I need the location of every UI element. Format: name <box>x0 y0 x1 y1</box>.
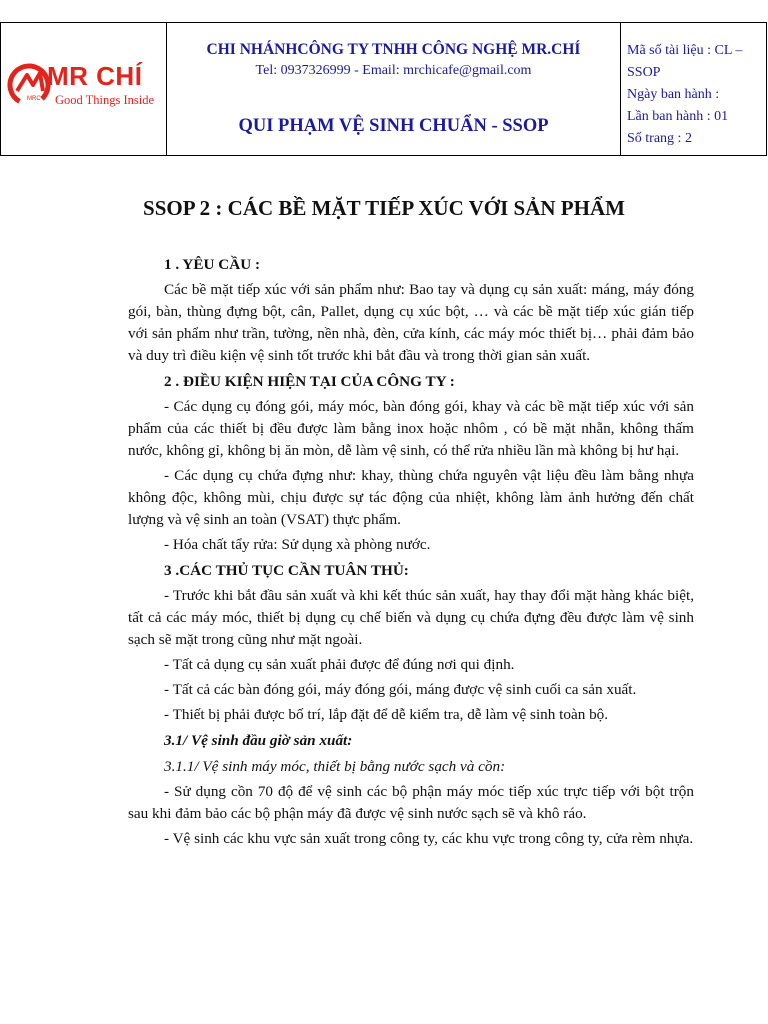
logo-cell <box>1 23 167 155</box>
section-3-item-3: - Tất cả các bàn đóng gói, máy đóng gói, máng được vệ sinh cuối ca sản xuất. <box>164 681 637 698</box>
document-type: QUI PHẠM VỆ SINH CHUẨN - SSOP <box>238 116 549 136</box>
section-3-item-2: - Tất cả dụng cụ sản xuất phải được để đúng nơi qui định. <box>164 656 515 673</box>
section-3-1-1-item-2: - Vệ sinh các khu vực sản xuất trong công ty, các khu vực trong công ty, cửa rèm nhựa. <box>164 830 694 847</box>
section-1-heading: 1 . YÊU CẦU : <box>164 256 261 273</box>
company-contact: Tel: 0937326999 - Email: mrchicafe@gmail.com <box>255 63 532 78</box>
document-header <box>0 22 767 156</box>
section-3-item-1: - Trước khi bắt đầu sản xuất và khi kết thúc sản xuất, hay thay đổi mặt hàng khác biệt, tất cả các máy móc, thiết bị dụng cụ chế biến và dụng cụ chứa đựng đều được làm vệ sinh sạch sẽ mặt trong cũng như mặt ngoài. <box>128 587 694 648</box>
section-3-item-4: - Thiết bị phải được bố trí, lắp đặt để dễ kiểm tra, dễ làm vệ sinh toàn bộ. <box>164 706 609 723</box>
meta-revision: Lần ban hành : 01 <box>627 109 729 124</box>
document-meta-cell <box>621 23 766 155</box>
section-3-heading: 3 .CÁC THỦ TỤC CẦN TUÂN THỦ: <box>164 562 409 579</box>
logo-brand: MR CHÍ <box>47 61 143 91</box>
section-1-paragraph: Các bề mặt tiếp xúc với sản phẩm như: Bao tay và dụng cụ sản xuất: máng, máy đóng gói, bàn, thùng đựng bột, cân, Pallet, dụng cụ xúc bột, … và các bề mặt tiếp xúc gián tiếp với sản phẩm như trần, tường, nền nhà, đèn, cửa kính, các máy móc thiết bị… phải đảm bảo và duy trì điều kiện vệ sinh tốt trước khi bắt đầu và trong thời gian sản xuất. <box>128 281 694 364</box>
company-logo <box>7 59 162 129</box>
section-2-heading: 2 . ĐIỀU KIỆN HIỆN TẠI CỦA CÔNG TY : <box>164 373 455 390</box>
meta-page-count: Số trang : 2 <box>627 131 692 146</box>
document-body <box>128 254 694 850</box>
section-3-1-heading: 3.1/ Vệ sinh đầu giờ sản xuất: <box>164 732 353 749</box>
document-title: SSOP 2 : CÁC BỀ MẶT TIẾP XÚC VỚI SẢN PHẨM <box>143 196 625 220</box>
logo-mark: MRC <box>27 96 41 102</box>
section-3-1-1-heading: 3.1.1/ Vệ sinh máy móc, thiết bị bằng nước sạch và cồn: <box>164 758 506 775</box>
meta-issue-date: Ngày ban hành : <box>627 87 720 102</box>
logo-tagline: Good Things Inside <box>55 93 155 107</box>
company-name: CHI NHÁNHCÔNG TY TNHH CÔNG NGHỆ MR.CHÍ <box>206 41 581 58</box>
meta-doc-code: Mã số tài liệu : CL – <box>627 43 743 58</box>
section-2-item-1: - Các dụng cụ đóng gói, máy móc, bàn đóng gói, khay và các bề mặt tiếp xúc với sản phẩm của các thiết bị đều được làm bằng inox hoặc nhôm , có bề mặt nhẵn, không thấm nước, không gỉ, không bị ăn mòn, dễ làm vệ sinh, có thể rửa nhiều lần mà không bị hư hại. <box>128 398 694 459</box>
section-2-item-2: - Các dụng cụ chứa đựng như: khay, thùng chứa nguyên vật liệu đều làm bằng nhựa không độc, không mùi, chịu được sự tác động của nhiệt, không làm ảnh hưởng đến chất lượng và vệ sinh an toàn (VSAT) thực phẩm. <box>128 467 694 528</box>
section-2-item-3: - Hóa chất tẩy rửa: Sử dụng xà phòng nước. <box>164 536 431 553</box>
section-3-1-1-item-1: - Sử dụng cồn 70 độ để vệ sinh các bộ phận máy móc tiếp xúc trực tiếp với bột trộn sau khi đảm bảo các bộ phận máy đã được vệ sinh nước sạch sẽ và khô ráo. <box>128 783 694 822</box>
meta-doc-code-cont: SSOP <box>627 65 661 80</box>
company-info-cell <box>167 23 621 155</box>
